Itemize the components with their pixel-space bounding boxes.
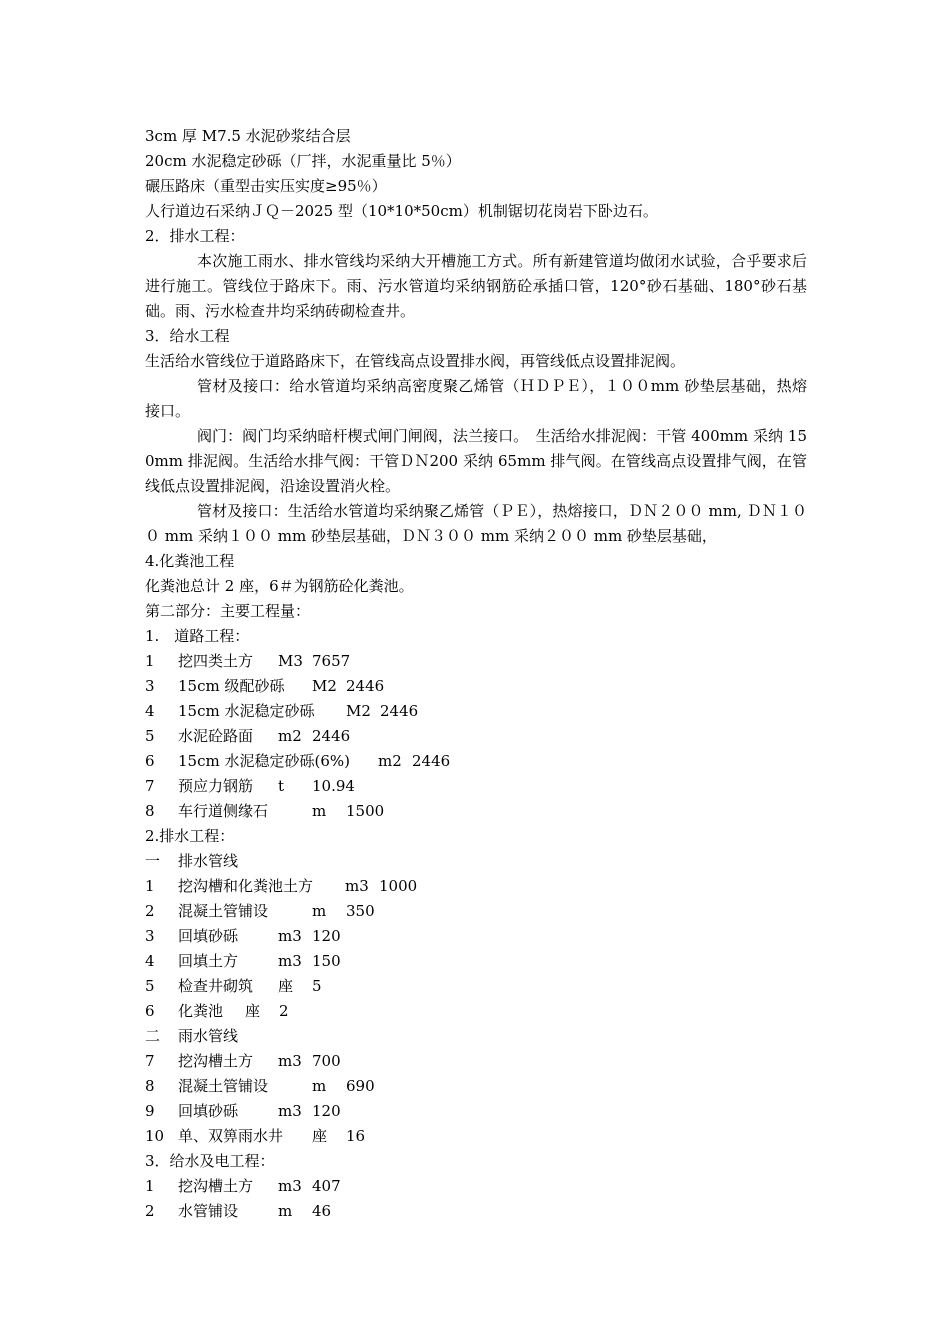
rain-row — [145, 1099, 807, 1124]
water-intro-line: 生活给水管线位于道路路床下，在管线高点设置排水阀，再管线低点设置排泥阀。 — [145, 352, 686, 370]
rain-quantity-list — [145, 1049, 807, 1149]
sewer-item-unit: m3 — [345, 877, 369, 895]
sewer-item-quantity: 2 — [279, 1002, 289, 1020]
water-paragraph-pipe: 管材及接口：给水管道均采纳高密度聚乙烯管（ＨＤＰＥ），１００mm 砂垫层基础，热熔接口。 — [145, 377, 807, 420]
road-row — [145, 674, 807, 699]
road-item-name: 预应力钢筋 — [178, 777, 254, 795]
road-item-number: 3 — [145, 677, 155, 695]
road-item-unit: m2 — [278, 727, 302, 745]
road-row — [145, 799, 807, 824]
road-item-quantity: 2446 — [380, 702, 419, 720]
water-item-quantity: 407 — [312, 1177, 341, 1195]
sewer-item-unit: m — [312, 902, 327, 920]
road-row — [145, 649, 807, 674]
road-item-quantity: 10.94 — [312, 777, 355, 795]
sewer-item-name: 混凝土管铺设 — [178, 902, 269, 920]
rain-item-quantity: 700 — [312, 1052, 341, 1070]
road-item-name: 15cm 级配砂砾 — [178, 677, 285, 695]
sewer-item-unit: m3 — [278, 927, 302, 945]
sewer-item-quantity: 120 — [312, 927, 341, 945]
sewer-row — [145, 899, 807, 924]
road-row — [145, 699, 807, 724]
sewer-item-number: 6 — [145, 1002, 155, 1020]
water-row — [145, 1174, 807, 1199]
sewer-item-number: 2 — [145, 902, 155, 920]
sewer-item-name: 回填土方 — [178, 952, 239, 970]
water-paragraph-pe-pipe: 管材及接口：生活给水管道均采纳聚乙烯管（ＰＥ），热熔接口，ＤＮ２００ mm, ＤＮ１００ mm 采纳１００ mm 砂垫层基础，ＤＮ３００ mm 采纳２００ mm 砂垫层基础， — [145, 502, 807, 545]
road-item-quantity: 7657 — [312, 652, 351, 670]
water-item-number: 1 — [145, 1177, 155, 1195]
road-item-unit: m — [312, 802, 327, 820]
rain-item-number: 10 — [145, 1127, 165, 1145]
rain-item-quantity: 16 — [346, 1127, 366, 1145]
sewer-item-name: 化粪池 — [178, 1002, 224, 1020]
rain-item-quantity: 120 — [312, 1102, 341, 1120]
road-row — [145, 724, 807, 749]
water-row — [145, 1199, 807, 1224]
water-electric-heading: 3．给水及电工程： — [145, 1152, 275, 1170]
rain-item-unit: 座 — [312, 1127, 328, 1145]
sewer-row — [145, 874, 807, 899]
road-item-name: 挖四类土方 — [178, 652, 254, 670]
sewer-row — [145, 924, 807, 949]
sewer-subheading-number: 一 — [145, 852, 161, 870]
sewer-item-number: 5 — [145, 977, 155, 995]
section-heading-septic: 4.化粪池工程 — [145, 552, 235, 570]
rain-subheading-number: 二 — [145, 1027, 161, 1045]
sewer-subheading — [145, 849, 807, 874]
rain-item-unit: m3 — [278, 1102, 302, 1120]
road-item-number: 4 — [145, 702, 155, 720]
road-item-unit: M3 — [278, 652, 303, 670]
section-heading-water: 3．给水工程 — [145, 327, 230, 345]
drainage-paragraph: 本次施工雨水、排水管线均采纳大开槽施工方式。所有新建管道均做闭水试验，合乎要求后进行施工。管线位于路床下。雨、污水管道均采纳钢筋砼承插口管，120°砂石基础、180°砂石基础。雨、污水检查井均采纳砖砌检查井。 — [145, 252, 807, 320]
water-quantity-list — [145, 1174, 807, 1224]
spec-line-gravel: 20cm 水泥稳定砂砾（厂拌，水泥重量比 5％） — [145, 152, 461, 170]
water-item-unit: m3 — [278, 1177, 302, 1195]
water-item-quantity: 46 — [312, 1202, 332, 1220]
road-item-unit: M2 — [346, 702, 371, 720]
road-item-quantity: 2446 — [312, 727, 351, 745]
sewer-item-unit: 座 — [278, 977, 294, 995]
sewer-subheading-label: 排水管线 — [178, 852, 239, 870]
rain-item-quantity: 690 — [346, 1077, 375, 1095]
sewer-row — [145, 999, 807, 1024]
road-item-unit: m2 — [378, 752, 402, 770]
road-works-heading: 1. 道路工程： — [145, 627, 250, 645]
spec-line-mortar: 3cm 厚 M7.5 水泥砂浆结合层 — [145, 127, 351, 145]
road-item-number: 6 — [145, 752, 155, 770]
water-item-name: 水管铺设 — [178, 1202, 239, 1220]
sewer-item-name: 回填砂砾 — [178, 927, 239, 945]
section-heading-drainage: 2．排水工程： — [145, 227, 245, 245]
spec-line-subgrade: 碾压路床（重型击实压实度≥95％） — [145, 177, 387, 195]
rain-row — [145, 1049, 807, 1074]
sewer-item-unit: 座 — [245, 1002, 261, 1020]
road-row — [145, 749, 807, 774]
sewer-item-quantity: 150 — [312, 952, 341, 970]
rain-item-number: 9 — [145, 1102, 155, 1120]
road-item-unit: M2 — [312, 677, 337, 695]
sewer-item-name: 挖沟槽和化粪池土方 — [178, 877, 314, 895]
road-item-number: 7 — [145, 777, 155, 795]
septic-line: 化粪池总计 2 座，6＃为钢筋砼化粪池。 — [145, 577, 414, 595]
sewer-item-name: 检查井砌筑 — [178, 977, 254, 995]
rain-item-name: 混凝土管铺设 — [178, 1077, 269, 1095]
rain-item-unit: m3 — [278, 1052, 302, 1070]
road-item-quantity: 1500 — [346, 802, 385, 820]
water-item-number: 2 — [145, 1202, 155, 1220]
rain-row — [145, 1124, 807, 1149]
road-item-number: 1 — [145, 652, 155, 670]
road-item-number: 8 — [145, 802, 155, 820]
sewer-row — [145, 974, 807, 999]
water-item-name: 挖沟槽土方 — [178, 1177, 254, 1195]
sewer-item-quantity: 5 — [312, 977, 322, 995]
road-quantity-list — [145, 649, 807, 824]
rain-item-name: 单、双箅雨水井 — [178, 1127, 284, 1145]
document-page — [145, 124, 807, 1224]
spec-line-curbstone: 人行道边石采纳ＪＱ－2025 型（10*10*50cm）机制锯切花岗岩下卧边石。 — [145, 202, 658, 220]
road-item-name: 15cm 水泥稳定砂砾 — [178, 702, 315, 720]
road-item-number: 5 — [145, 727, 155, 745]
sewer-item-quantity: 1000 — [379, 877, 418, 895]
road-item-unit: t — [278, 777, 285, 795]
road-item-name: 水泥砼路面 — [178, 727, 254, 745]
rain-item-name: 回填砂砾 — [178, 1102, 239, 1120]
part-two-heading: 第二部分：主要工程量： — [145, 602, 311, 620]
road-item-quantity: 2446 — [412, 752, 451, 770]
sewer-quantity-list — [145, 874, 807, 1024]
sewer-item-quantity: 350 — [346, 902, 375, 920]
road-item-name: 15cm 水泥稳定砂砾(6%) — [178, 752, 350, 770]
sewer-row — [145, 949, 807, 974]
sewer-item-number: 1 — [145, 877, 155, 895]
water-paragraph-valve: 阀门：阀门均采纳暗杆楔式闸门闸阀，法兰接口。 生活给水排泥阀：干管 400mm 采纳 150mm 排泥阀。生活给水排气阀：干管ＤＮ200 采纳 65mm 排气阀。在管线高点设置排气阀，在管线低点设置排泥阀，沿途设置消火栓。 — [145, 427, 807, 495]
rain-row — [145, 1074, 807, 1099]
sewer-item-number: 3 — [145, 927, 155, 945]
sewer-item-number: 4 — [145, 952, 155, 970]
road-row — [145, 774, 807, 799]
water-item-unit: m — [278, 1202, 293, 1220]
drainage-works-heading: 2.排水工程： — [145, 827, 235, 845]
sewer-item-unit: m3 — [278, 952, 302, 970]
rain-item-name: 挖沟槽土方 — [178, 1052, 254, 1070]
road-item-quantity: 2446 — [346, 677, 385, 695]
rain-item-number: 7 — [145, 1052, 155, 1070]
rain-item-unit: m — [312, 1077, 327, 1095]
rain-item-number: 8 — [145, 1077, 155, 1095]
rain-subheading — [145, 1024, 807, 1049]
rain-subheading-label: 雨水管线 — [178, 1027, 239, 1045]
road-item-name: 车行道侧缘石 — [178, 802, 269, 820]
